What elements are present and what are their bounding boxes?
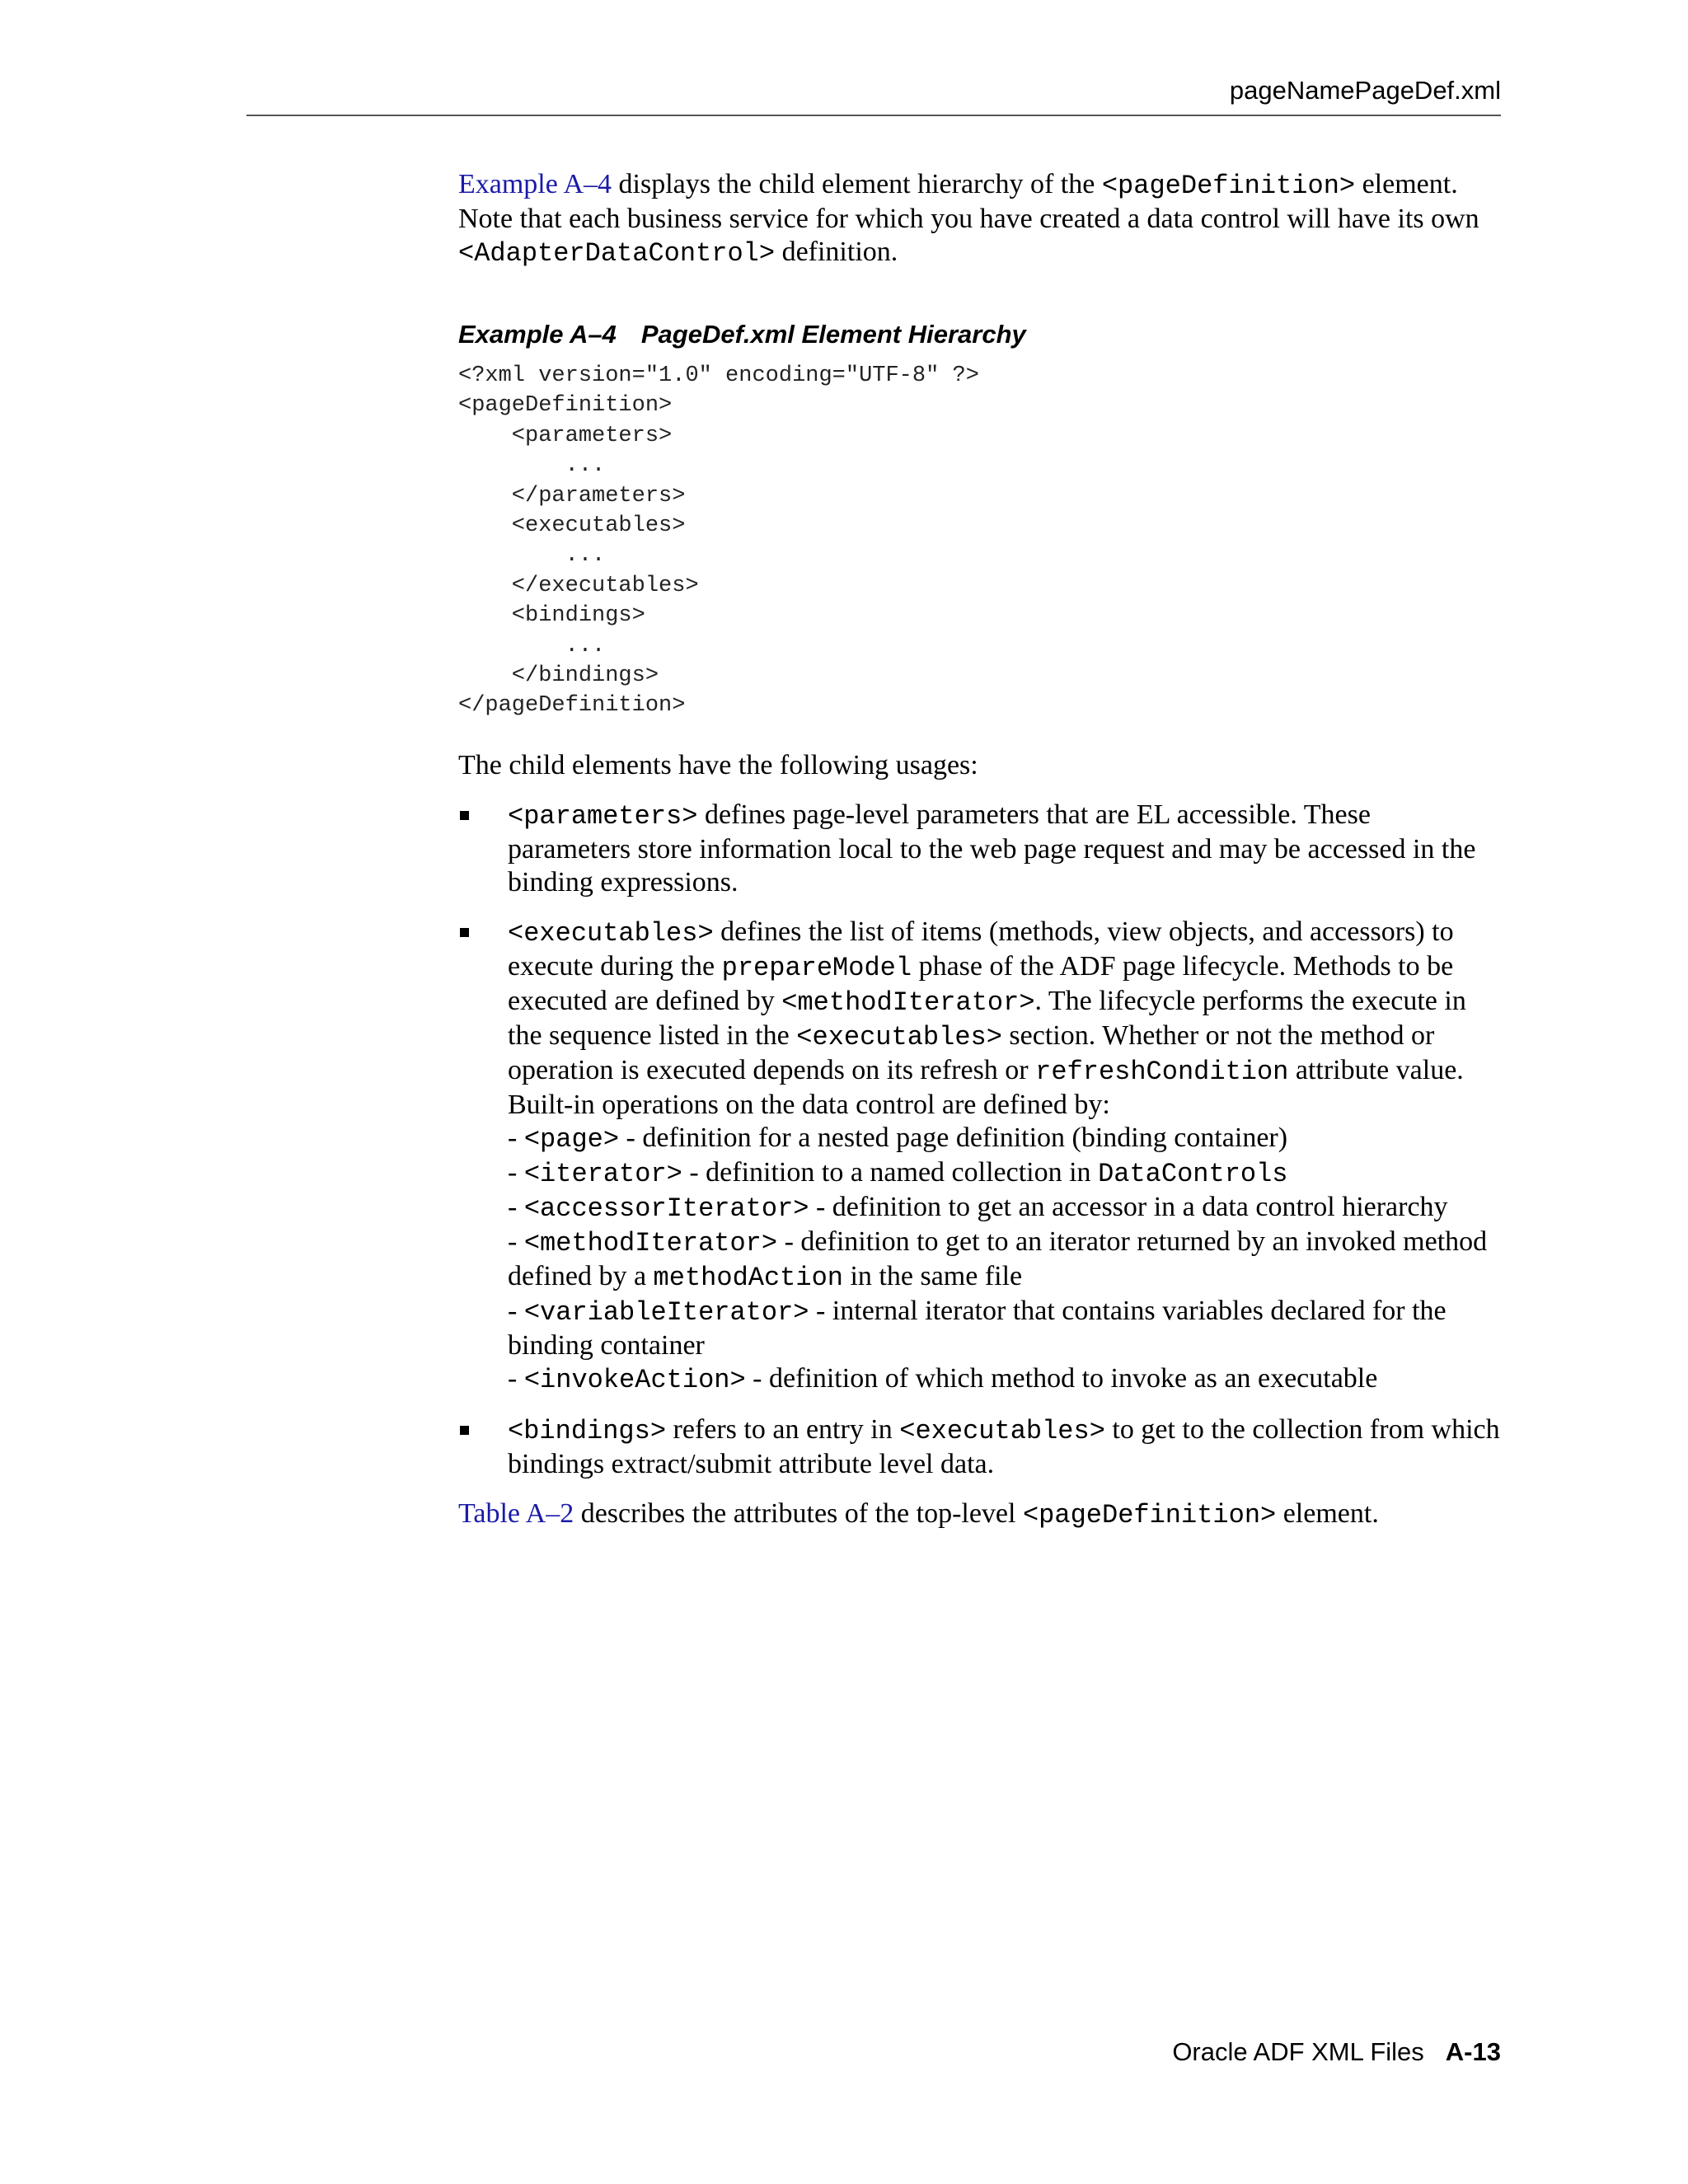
inline-code: <bindings> [508,1415,667,1446]
page-footer [1172,2037,1501,2067]
footer-title: Oracle ADF XML Files [1172,2037,1424,2066]
table-link[interactable]: Table A–2 [458,1497,574,1529]
inline-code: <parameters> [508,800,698,832]
inline-code: <AdapterDataControl> [458,238,776,269]
example-label: Example A–4 [458,320,617,349]
inline-code: prepareModel [721,952,912,983]
usage-list [458,799,1500,1481]
inline-code: refreshCondition [1035,1056,1289,1087]
sub-item: - <page> - definition for a nested page definition (binding container) [508,1122,1288,1155]
inline-code: <executables> [796,1021,1002,1052]
sub-item: - <invokeAction> - definition of which method to invoke as an executable [508,1362,1378,1395]
page-number: A-13 [1445,2037,1501,2066]
sub-item: - <variableIterator> - internal iterator that contains variables declared for the binding container [508,1295,1447,1361]
inline-code: methodAction [653,1262,843,1293]
inline-code: <executables> [899,1415,1105,1446]
inline-code: <pageDefinition> [1022,1499,1277,1530]
list-item: <executables> defines the list of items (methods, view objects, and accessors) to execute during the prepareModel phase of the ADF page lifecycle. Methods to be executed are defined by <methodIterator>. The lifecycle performs the execute in the sequence listed in the <executables> section. Whether or not the method or operation is executed depends on its refresh or refreshCondition attribute value. Built-in operations on the data control are defined by: - <page> - definition for a nested page definition (binding container) - <iterator> - definition to a named collection in DataControls - <accessorIterator> - definition to get an accessor in a data control hierarchy - <methodIterator> - definition to get to an iterator returned by an invoked method defined by a methodAction in the same file - <variableIterator> - internal iterator that contains variables declared for the binding container - <invokeAction> - definition of which method to invoke as an executable [458,916,1500,1397]
example-title: PageDef.xml Element Hierarchy [640,320,1026,349]
list-item: <bindings> refers to an entry in <executables> to get to the collection from which bindings extract/submit attribute level data. [458,1413,1500,1481]
code-example: <?xml version="1.0" encoding="UTF-8" ?> <pageDefinition> <parameters> ... </parameters> <executables> ... </executables> <bindings> ... </bindings> </pageDefinition> [458,363,979,719]
example-caption [458,318,1500,351]
bullet-icon [460,928,469,937]
inline-code: <executables> [508,917,714,949]
bullet-icon [460,1426,469,1435]
running-head: pageNamePageDef.xml [1229,76,1501,105]
inline-code: <methodIterator> [523,1227,778,1258]
sub-item: - <accessorIterator> - definition to get an accessor in a data control hierarchy [508,1191,1448,1224]
list-item: <parameters> defines page-level parameters that are EL accessible. These parameters store information local to the web page request and may be accessed in the binding expressions. [458,799,1500,899]
usages-intro: The child elements have the following usages: [458,749,978,780]
bullet-icon [460,811,469,820]
inline-code: <pageDefinition> [1101,171,1356,201]
example-link[interactable]: Example A–4 [458,169,612,199]
inline-code: <variableIterator> [523,1296,809,1328]
inline-code: DataControls [1098,1158,1288,1189]
inline-code: <iterator> [523,1158,682,1189]
sub-item: - <methodIterator> - definition to get to an iterator returned by an invoked method defined by a methodAction in the same file [508,1226,1488,1293]
inline-code: <methodIterator> [781,987,1035,1018]
intro-paragraph: Example A–4 displays the child element hierarchy of the <pageDefinition> element. Note that each business service for which you have created a data control will have its own <AdapterDataControl> definition. [458,169,1479,269]
inline-code: <invokeAction> [523,1364,746,1395]
inline-code: <page> [523,1123,620,1155]
inline-code: <accessorIterator> [523,1193,809,1224]
header-rule [246,115,1501,116]
closing-paragraph: Table A–2 describes the attributes of the top-level <pageDefinition> element. [458,1497,1379,1530]
page-content [458,168,1500,1532]
sub-item: - <iterator> - definition to a named collection in DataControls [508,1156,1288,1189]
